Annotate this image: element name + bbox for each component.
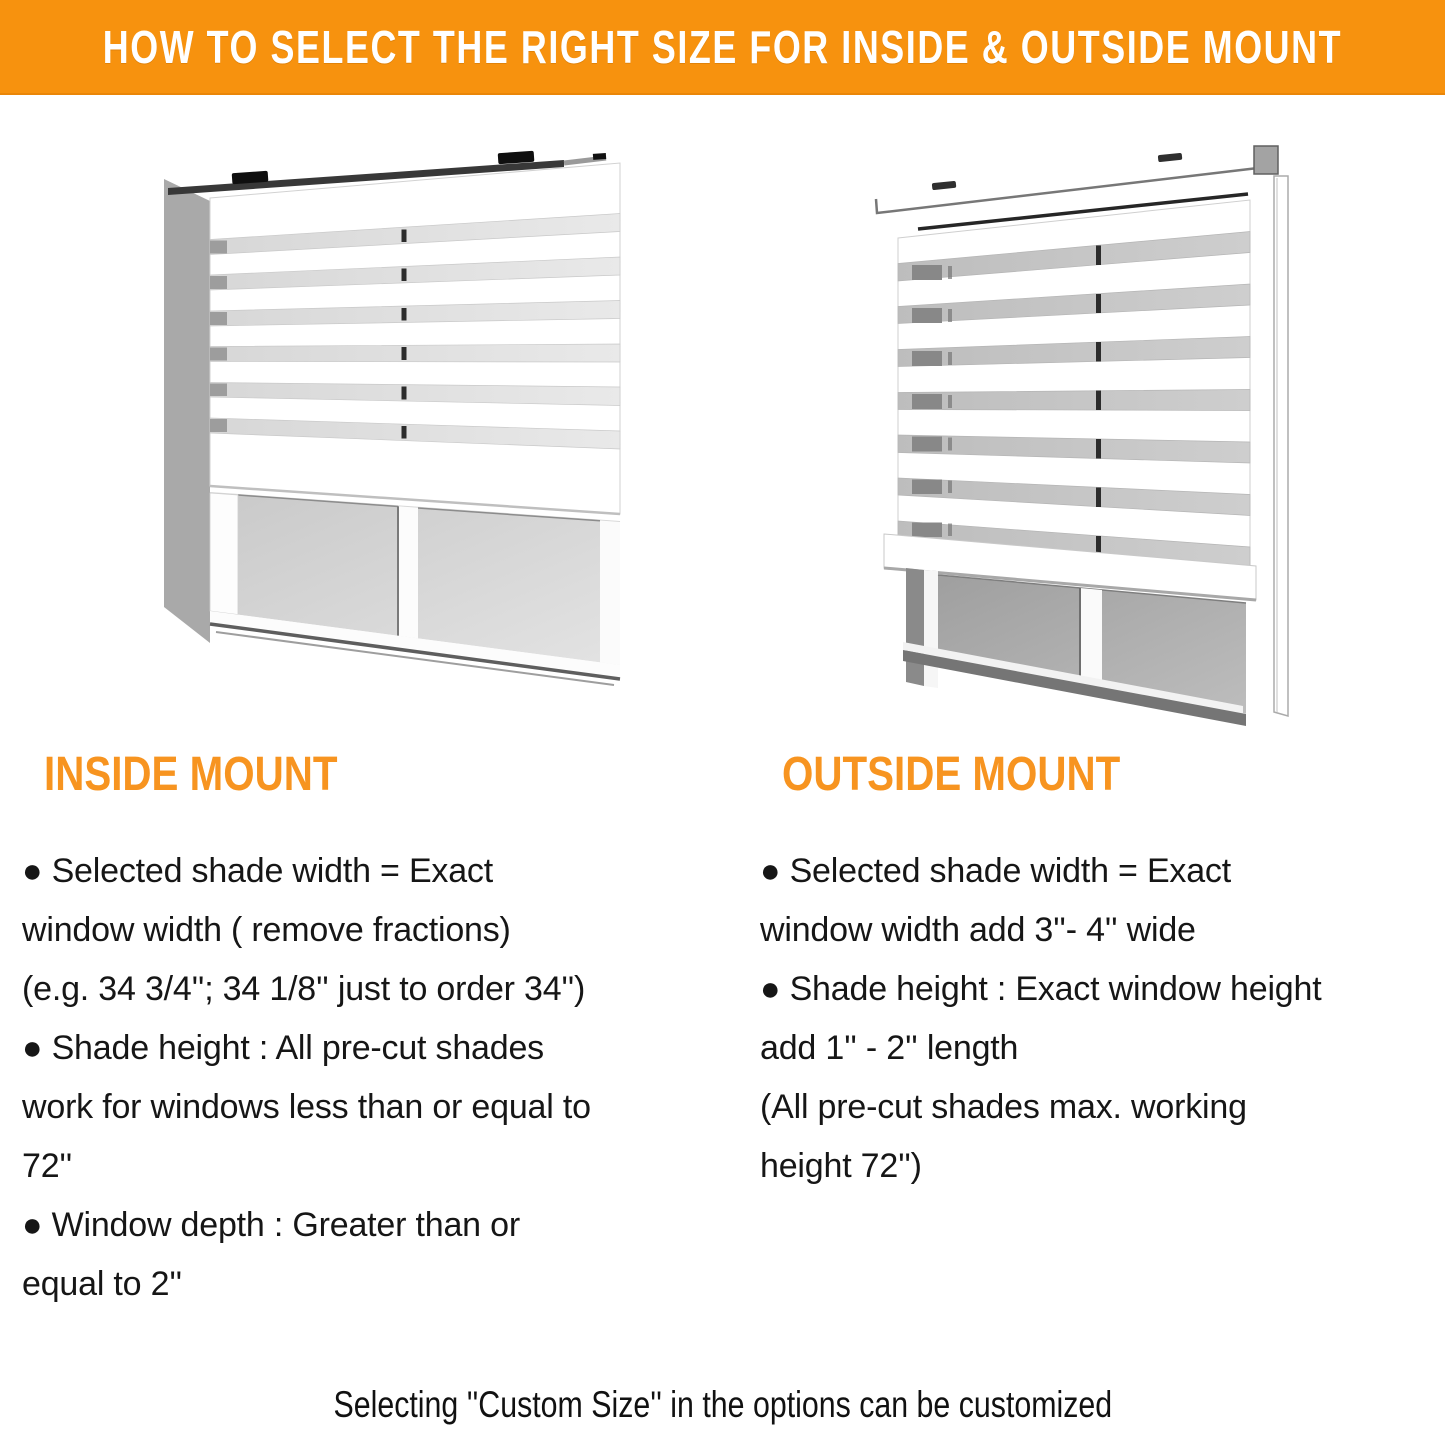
custom-size-note-text: Selecting ''Custom Size'' in the options can be customized — [333, 1384, 1112, 1425]
instruction-line: (e.g. 34 3/4''; 34 1/8'' just to order 34'') — [22, 970, 586, 1008]
custom-size-note — [0, 1384, 1445, 1426]
mount-bracket-icon — [932, 181, 957, 190]
window-frame-right-edge — [1274, 176, 1288, 716]
instruction-line: window width add 3''- 4'' wide — [760, 911, 1196, 949]
window-sash-left — [924, 570, 938, 688]
outside-mount-window-drawing — [858, 130, 1316, 750]
instruction-line: ● Shade height : Exact window height — [760, 970, 1322, 1008]
instruction-line: (All pre-cut shades max. working — [760, 1088, 1247, 1126]
window-jamb-left — [906, 568, 924, 686]
instruction-line: ● Window depth : Greater than or — [22, 1206, 520, 1244]
inside-mount-section — [22, 748, 732, 1314]
zebra-shade — [884, 200, 1256, 600]
instruction-line: equal to 2'' — [22, 1265, 182, 1303]
instruction-line: add 1'' - 2'' length — [760, 1029, 1019, 1067]
corner-bracket-icon — [1254, 146, 1278, 174]
window-mullion — [398, 506, 418, 638]
window-recess-wall-edge — [164, 179, 210, 643]
window-mullion — [1080, 588, 1102, 686]
outside-mount-instructions — [760, 842, 1440, 1196]
window-lower-half — [210, 493, 620, 685]
inside-mount-instructions — [22, 842, 732, 1314]
instruction-line: 72'' — [22, 1147, 73, 1185]
zebra-shade — [210, 163, 620, 522]
inside-mount-illustration — [152, 143, 664, 723]
instruction-line: ● Selected shade width = Exact — [22, 852, 493, 890]
instruction-line: window width ( remove fractions) — [22, 911, 511, 949]
instruction-line: work for windows less than or equal to — [22, 1088, 591, 1126]
header-banner — [0, 0, 1445, 95]
mount-bracket-icon — [1158, 153, 1183, 162]
outside-mount-illustration — [858, 130, 1316, 750]
outside-mount-heading: OUTSIDE MOUNT — [782, 748, 1121, 801]
instruction-line: ● Selected shade width = Exact — [760, 852, 1231, 890]
inside-mount-window-drawing — [152, 143, 664, 723]
banner-title: HOW TO SELECT THE RIGHT SIZE FOR INSIDE & OUTSIDE MOUNT — [102, 20, 1343, 73]
outside-mount-section — [760, 748, 1440, 1196]
instruction-line: height 72'') — [760, 1147, 922, 1185]
wall-mount-line — [876, 146, 1278, 213]
instruction-line: ● Shade height : All pre-cut shades — [22, 1029, 544, 1067]
mount-bracket-icon — [498, 151, 535, 164]
window-frame-left — [210, 493, 238, 615]
window-frame-right — [600, 521, 620, 666]
inside-mount-heading: INSIDE MOUNT — [44, 748, 338, 801]
